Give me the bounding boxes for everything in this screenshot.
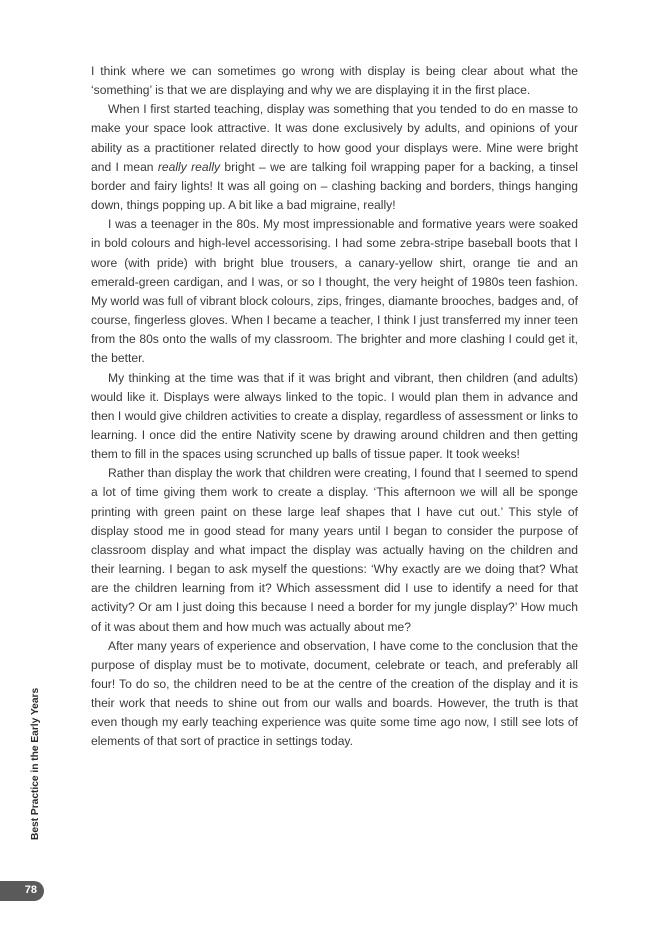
paragraph-2-emphasis: really really xyxy=(157,159,221,174)
paragraph-5: Rather than display the work that children were creating, I found that I seemed to spend a lot of time giving them work to create a display. ‘This afternoon we will all be sponge printing with green paint on these large leaf shapes that I have cut out.’ This style of display stood me in good stead for many years until I began to consider the purpose of classroom display and what impact the display was actually having on the children and their learning. I began to ask myself the questions: ‘Why exactly are we doing that? What are the children learning from it? Which assessment did I use to identify a need for that activity? Or am I just doing this because I need a border for my jungle display?’ How much of it was about them and how much was actually about me? xyxy=(91,466,578,634)
page-number-tab xyxy=(0,881,44,901)
running-head xyxy=(30,687,44,840)
paragraph-6: After many years of experience and observation, I have come to the conclusion that the purpose of display must be to motivate, document, celebrate or teach, and preferably all four! To do so, the children need to be at the centre of the creation of the display and it is their work that needs to shine out from our walls and boards. However, the truth is that even though my early teaching experience was quite some time ago now, I still see lots of elements of that sort of practice in settings today. xyxy=(91,638,578,749)
paragraph-4: My thinking at the time was that if it was bright and vibrant, then children (and adults) would like it. Displays were always linked to the topic. I would plan them in advance and then I would give children activities to create a display, regardless of assessment or links to learning. I once did the entire Nativity scene by drawing around children and then getting them to fill in the spaces using scrunched up balls of tissue paper. It took weeks! xyxy=(91,370,578,462)
body-text xyxy=(91,62,578,752)
paragraph-1: I think where we can sometimes go wrong with display is being clear about what the ‘something’ is that we are displaying and why we are displaying it in the first place. xyxy=(91,64,578,98)
book-title: Best Practice in the Early Years xyxy=(30,687,41,840)
paragraph-3: I was a teenager in the 80s. My most impressionable and formative years were soaked in bold colours and high-level accessorising. I had some zebra-stripe baseball boots that I wore (with pride) with bright blue trousers, a canary-yellow shirt, orange tie and an emerald-green cardigan, and I was, or so I thought, the very height of 1980s teen fashion. My world was full of vibrant block colours, zips, fringes, diamante brooches, badges and, of course, fingerless gloves. When I became a teacher, I think I just transferred my inner teen from the 80s onto the walls of my classroom. The brighter and more clashing I could get it, the better. xyxy=(91,217,578,366)
paragraph-2-text-b: bright – we are talking foil wrapping paper for a backing, a tinsel border and fairy lights! It was all going on – clashing backing and borders, things hanging down, things popping up. A bit like a bad migraine, really! xyxy=(91,159,578,213)
paragraph-2 xyxy=(91,100,578,215)
page-number: 78 xyxy=(24,884,37,896)
paragraph-2-text-a: When I first started teaching, display was something that you tended to do en masse to make your space look attractive. It was done exclusively by adults, and opinions of your ability as a practitioner related directly to how good your displays were. Mine were bright and I mean xyxy=(91,102,578,174)
